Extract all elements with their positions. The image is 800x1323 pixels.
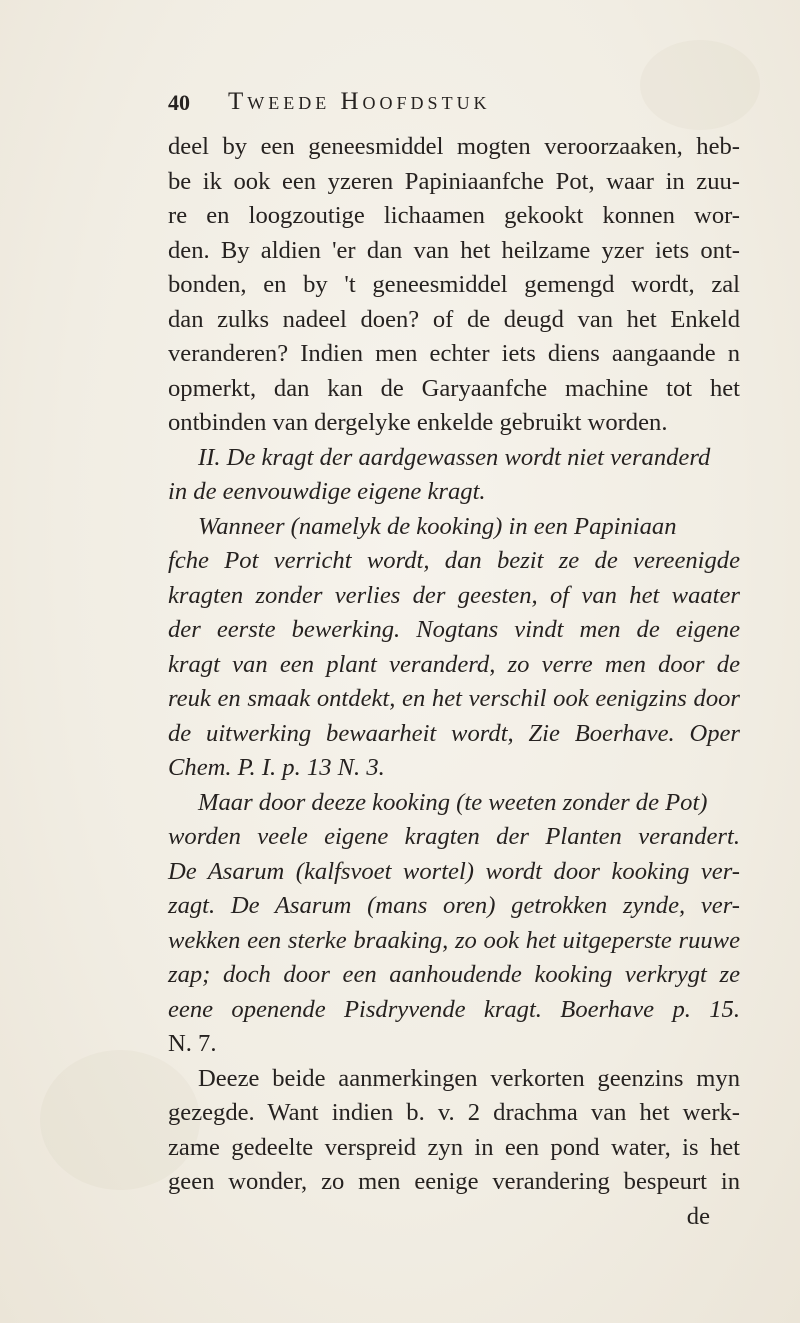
body-text	[168, 130, 740, 1234]
text-line: ontbinden van dergelyke enkelde gebruikt worden.	[168, 409, 668, 436]
text-line: gezegde. Want indien b. v. 2 drachma van het werk-	[168, 1099, 740, 1126]
text-line: wekken een sterke braaking, zo ook het uitgeperste ruuwe	[168, 926, 740, 954]
text-line: kragt van een plant veranderd, zo verre men door de	[168, 650, 740, 678]
text-line: worden veele eigene kragten der Planten verandert.	[168, 823, 740, 850]
section-heading-cont: in de eenvouwdige eigene kragt.	[168, 478, 486, 505]
text-line: dan zulks nadeel doen? of de deugd van het Enkeld	[168, 305, 740, 333]
catchword: de	[686, 1202, 710, 1230]
text-line: zagt. De Asarum (mans oren) getrokken zynde, ver-	[168, 892, 740, 919]
text-line: Chem. P. I. p. 13 N. 3.	[168, 754, 385, 781]
text-line: zame gedeelte verspreid zyn in een pond water, is het	[168, 1133, 740, 1161]
section-heading: II. De kragt der aardgewassen wordt niet veranderd	[198, 443, 711, 471]
text-line: re en loogzoutige lichaamen gekookt konnen wor-	[168, 202, 740, 229]
text-line: kragten zonder verlies der geesten, of van het waater	[168, 581, 740, 609]
text-line: veranderen? Indien men echter iets diens aangaande n	[168, 340, 740, 367]
text-line: geen wonder, zo men eenige verandering bespeurt in	[168, 1168, 740, 1195]
page-header	[168, 88, 728, 116]
text-line: N. 7.	[168, 1030, 217, 1057]
text-line: de uitwerking bewaarheit wordt, Zie Boerhave. Oper	[168, 719, 740, 747]
text-line: Deeze beide aanmerkingen verkorten geenzins myn	[198, 1064, 740, 1092]
page-number: 40	[168, 90, 190, 115]
text-line: zap; doch door een aanhoudende kooking verkrygt ze	[168, 961, 740, 988]
text-line: Maar door deeze kooking (te weeten zonder de Pot)	[198, 788, 708, 816]
text-line: den. By aldien 'er dan van het heilzame yzer iets ont-	[168, 236, 740, 264]
text-line: bonden, en by 't geneesmiddel gemengd wordt, zal	[168, 271, 740, 298]
text-line: deel by een geneesmiddel mogten veroorzaaken, heb-	[168, 133, 740, 160]
text-line: der eerste bewerking. Nogtans vindt men de eigene	[168, 616, 740, 643]
running-head: Tweede Hoofdstuk	[228, 88, 491, 115]
text-line: Wanneer (namelyk de kooking) in een Papiniaan	[198, 512, 677, 540]
text-line: fche Pot verricht wordt, dan bezit ze de vereenigde	[168, 547, 740, 574]
text-line: be ik ook een yzeren Papiniaanfche Pot, waar in zuu-	[168, 167, 740, 195]
paper-stain	[640, 40, 760, 130]
text-line: reuk en smaak ontdekt, en het verschil ook eenigzins door	[168, 685, 740, 712]
text-line: De Asarum (kalfsvoet wortel) wordt door kooking ver-	[168, 857, 740, 885]
text-line: opmerkt, dan kan de Garyaanfche machine tot het	[168, 374, 740, 402]
text-line: eene openende Pisdryvende kragt. Boerhave p. 15.	[168, 995, 740, 1023]
